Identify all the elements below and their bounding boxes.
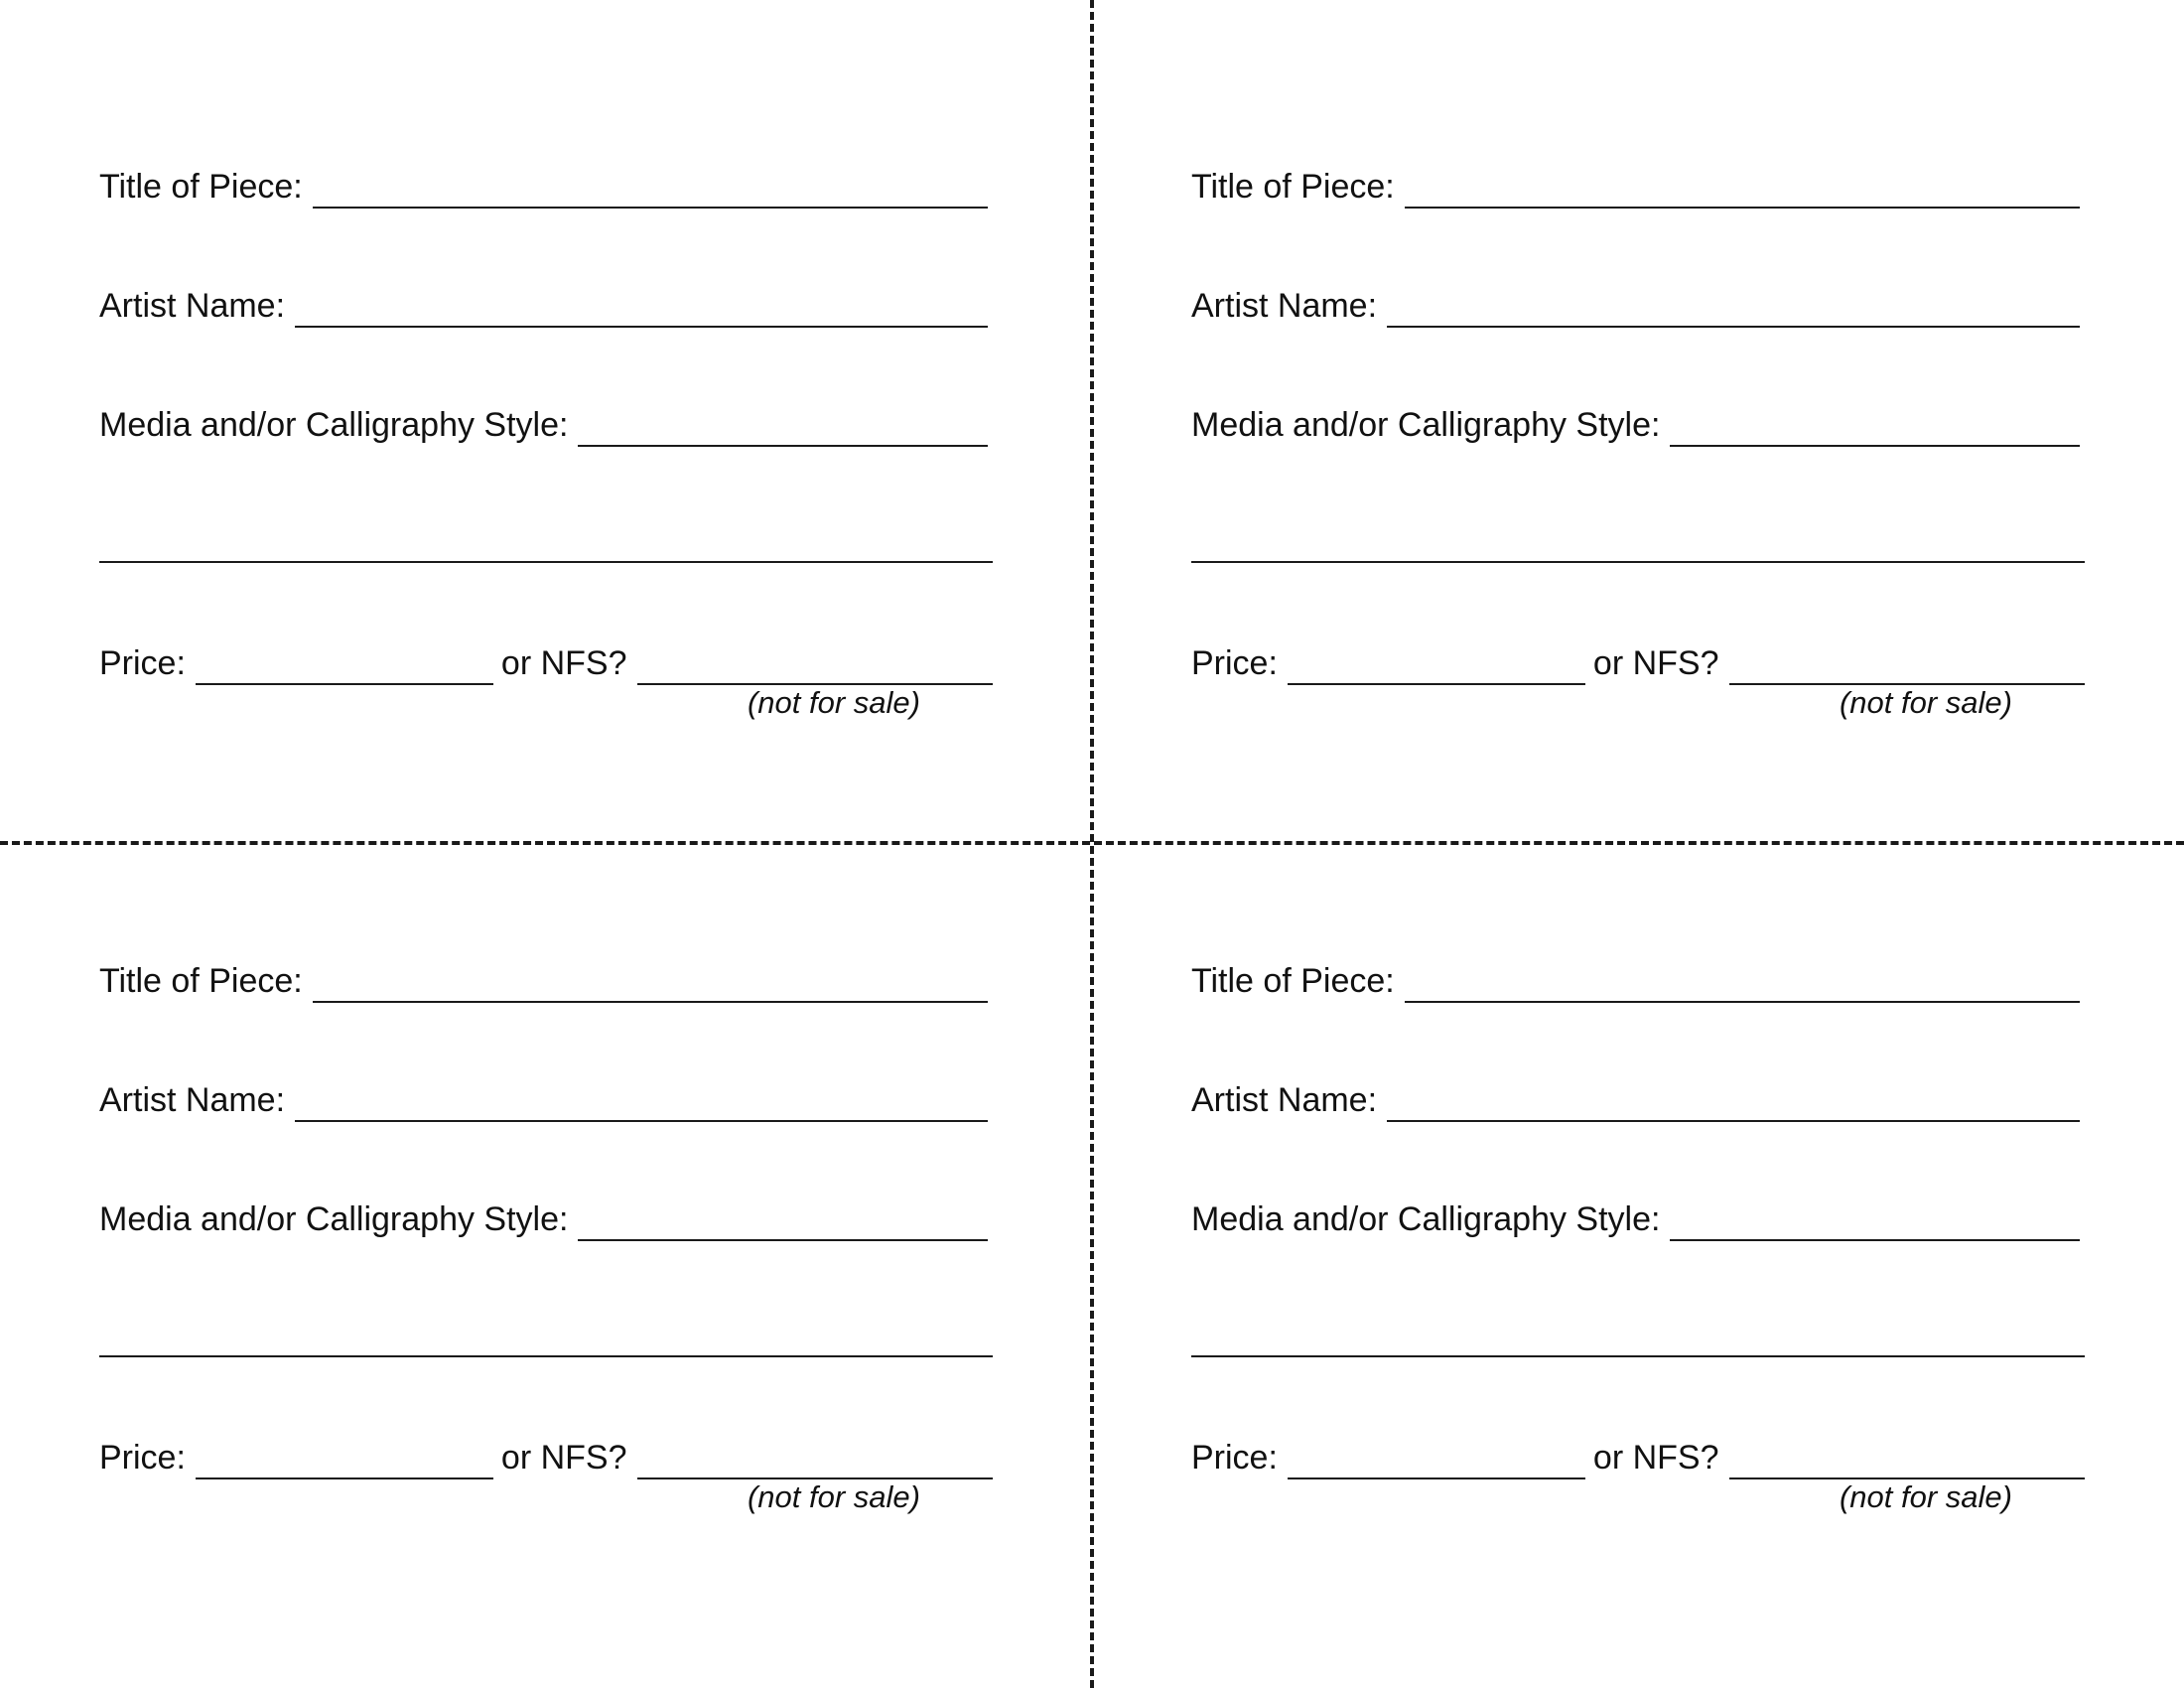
price-label: Price:: [99, 644, 186, 682]
title-field[interactable]: [313, 1001, 988, 1003]
nfs-note: (not for sale): [747, 1479, 920, 1514]
artist-field[interactable]: [295, 1120, 988, 1122]
price-row: [99, 639, 993, 687]
title-row: [1191, 957, 2085, 1005]
nfs-label: or NFS?: [500, 644, 627, 682]
media-label: Media and/or Calligraphy Style:: [1191, 1200, 1661, 1238]
nfs-note: (not for sale): [1839, 1479, 2012, 1514]
media-field[interactable]: [578, 1239, 988, 1241]
title-label: Title of Piece:: [99, 168, 303, 206]
artist-row: [99, 1076, 993, 1124]
title-field[interactable]: [1405, 207, 2080, 209]
title-label: Title of Piece:: [1191, 168, 1395, 206]
price-label: Price:: [99, 1439, 186, 1477]
title-row: [99, 957, 993, 1005]
title-field[interactable]: [313, 207, 988, 209]
price-label: Price:: [1191, 1439, 1278, 1477]
nfs-note: (not for sale): [1839, 685, 2012, 720]
artist-row: [1191, 1076, 2085, 1124]
artist-label: Artist Name:: [1191, 1081, 1378, 1119]
price-row: [1191, 639, 2085, 687]
price-field[interactable]: [196, 683, 493, 685]
artist-row: [1191, 282, 2085, 330]
media-label: Media and/or Calligraphy Style:: [99, 406, 569, 444]
media-field[interactable]: [1670, 1239, 2080, 1241]
artist-label: Artist Name:: [99, 287, 286, 325]
price-label: Price:: [1191, 644, 1278, 682]
artist-label: Artist Name:: [99, 1081, 286, 1119]
price-row: [99, 1434, 993, 1481]
media-row: [99, 1196, 993, 1243]
media-continued-field[interactable]: [99, 1355, 993, 1357]
artist-label: Artist Name:: [1191, 287, 1378, 325]
price-field[interactable]: [1288, 1477, 1585, 1479]
artist-row: [99, 282, 993, 330]
label-card-top-left: [99, 0, 998, 720]
artist-field[interactable]: [1387, 1120, 2080, 1122]
media-field[interactable]: [1670, 445, 2080, 447]
nfs-label: or NFS?: [1592, 644, 1719, 682]
price-field[interactable]: [1288, 683, 1585, 685]
media-field[interactable]: [578, 445, 988, 447]
price-field[interactable]: [196, 1477, 493, 1479]
media-row: [1191, 1196, 2085, 1243]
artist-field[interactable]: [295, 326, 988, 328]
label-card-bottom-left: [99, 794, 998, 1514]
title-row: [99, 163, 993, 211]
media-continued-field[interactable]: [99, 561, 993, 563]
media-label: Media and/or Calligraphy Style:: [1191, 406, 1661, 444]
price-row: [1191, 1434, 2085, 1481]
media-label: Media and/or Calligraphy Style:: [99, 1200, 569, 1238]
title-field[interactable]: [1405, 1001, 2080, 1003]
label-card-bottom-right: [1191, 794, 2090, 1514]
artist-field[interactable]: [1387, 326, 2080, 328]
nfs-label: or NFS?: [500, 1439, 627, 1477]
media-continued-field[interactable]: [1191, 1355, 2085, 1357]
title-label: Title of Piece:: [1191, 962, 1395, 1000]
media-row: [99, 401, 993, 449]
media-continued-field[interactable]: [1191, 561, 2085, 563]
title-row: [1191, 163, 2085, 211]
media-row: [1191, 401, 2085, 449]
nfs-label: or NFS?: [1592, 1439, 1719, 1477]
nfs-note: (not for sale): [747, 685, 920, 720]
label-card-top-right: [1191, 0, 2090, 720]
title-label: Title of Piece:: [99, 962, 303, 1000]
